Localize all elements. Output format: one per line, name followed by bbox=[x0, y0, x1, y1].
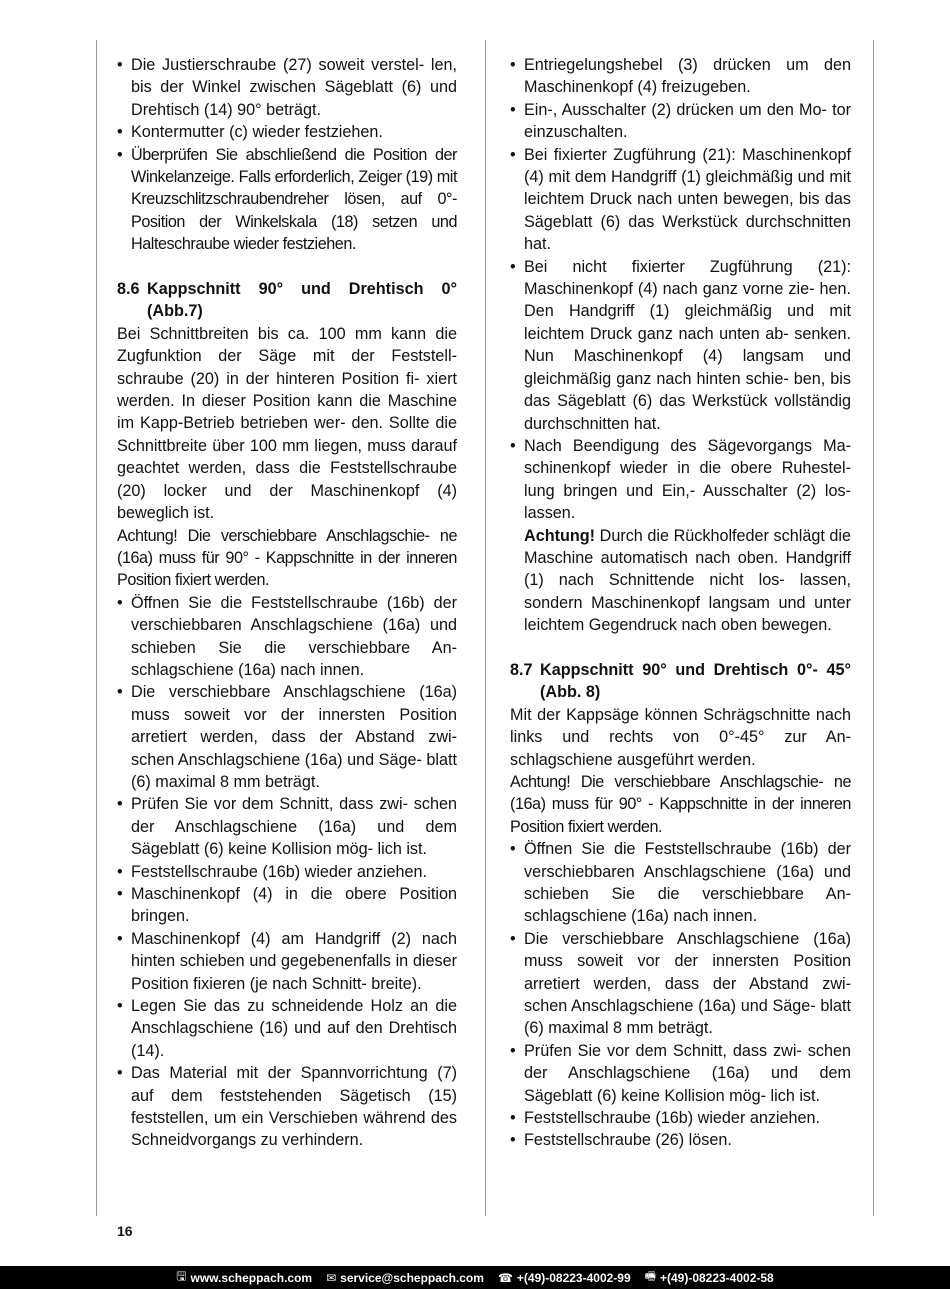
left-column bbox=[117, 54, 457, 1152]
right-column bbox=[510, 54, 851, 1152]
fax-number: +(49)-08223-4002-58 bbox=[659, 1270, 774, 1285]
list-item: • Feststellschraube (16b) wieder anziehen. bbox=[117, 861, 457, 883]
list-item: • Öffnen Sie die Feststellschraube (16b) der verschiebbaren Anschlagschiene (16a) und schieben Sie die verschiebbare An- schlagschiene (16a) nach innen. bbox=[510, 838, 851, 928]
list-item: • Die verschiebbare Anschlagschiene (16a) muss soweit vor der innersten Position arretiert werden, dass der Abstand zwi- schen Anschlagschiene (16a) und Säge- blatt (6) maximal 8 mm beträgt. bbox=[510, 928, 851, 1040]
website-link[interactable]: www.scheppach.com bbox=[190, 1270, 313, 1285]
list-item: • Maschinenkopf (4) in die obere Position bringen. bbox=[117, 883, 457, 928]
phone-number: +(49)-08223-4002-99 bbox=[516, 1270, 631, 1285]
list-item: • Bei nicht fixierter Zugführung (21): Maschinenkopf (4) nach ganz vorne zie- hen. Den Handgriff (1) gleichmäßig und mit leichtem Druck ganz nach unten ab- senken. Nun Maschinenkopf (4) langsam und gleichmäßig ganz nach hinten schie- ben, bis das Sägeblatt (6) das Werkstück vollständig durchschnitten hat. bbox=[510, 256, 851, 435]
warning-paragraph: Achtung! Die verschiebbare Anschlagschie- ne (16a) muss für 90° - Kappschnitte in der inneren Position fixiert werden. bbox=[117, 526, 457, 590]
list-item: • Entriegelungshebel (3) drücken um den Maschinenkopf (4) freizugeben. bbox=[510, 54, 851, 99]
caution-note bbox=[510, 525, 851, 637]
list-item: • Prüfen Sie vor dem Schnitt, dass zwi- schen der Anschlagschiene (16a) und dem Sägeblatt (6) keine Kollision mög- lich ist. bbox=[117, 793, 457, 860]
body-paragraph: Mit der Kappsäge können Schrägschnitte nach links und rechts von 0°-45° zur An- schlagschiene ausgeführt werden. bbox=[510, 705, 851, 769]
list-item: • Feststellschraube (26) lösen. bbox=[510, 1129, 851, 1151]
steps-list-2 bbox=[510, 838, 851, 1152]
center-divider-rule bbox=[485, 40, 486, 1216]
list-item: • Maschinenkopf (4) am Handgriff (2) nach hinten schieben und gegebenenfalls in dieser Position fixieren (je nach Schnitt- breite). bbox=[117, 928, 457, 995]
list-item: • Kontermutter (c) wieder festziehen. bbox=[117, 121, 457, 143]
steps-list-continued bbox=[510, 54, 851, 525]
list-item: • Nach Beendigung des Sägevorgangs Ma- schinenkopf wieder in die obere Ruhestel- lung bringen und Ein,- Ausschalter (2) los- lassen. bbox=[510, 435, 851, 525]
section-heading-8-7 bbox=[510, 659, 851, 704]
list-item: • Die Justierschraube (27) soweit verstel- len, bis der Winkel zwischen Sägeblatt (6) und Drehtisch (14) 90° beträgt. bbox=[117, 54, 457, 121]
body-paragraph: Bei Schnittbreiten bis ca. 100 mm kann die Zugfunktion der Säge mit der Feststell- schraube (20) in der hinteren Position fi- xiert werden. In dieser Position kann die Maschine im Kapp-Betrieb betrieben wer- den. Sollte die Schnittbreite über 100 mm liegen, muss darauf geachtet werden, dass die Feststellschraube (20) locker und der Maschinenkopf (4) beweglich ist. bbox=[117, 324, 457, 523]
list-item: • Überprüfen Sie abschließend die Position der Winkelanzeige. Falls erforderlich, Zeiger (19) mit Kreuzschlitzschraubendreher lösen, auf 0°-Position der Winkelskala (18) setzen und Halteschraube wieder festziehen. bbox=[117, 144, 457, 256]
section-heading-8-6 bbox=[117, 278, 457, 323]
email-link[interactable]: service@scheppach.com bbox=[340, 1270, 484, 1285]
section-number: 8.6 bbox=[117, 280, 140, 299]
list-item: • Die verschiebbare Anschlagschiene (16a) muss soweit vor der innersten Position arretiert werden, dass der Abstand zwi- schen Anschlagschiene (16a) und Säge- blatt (6) maximal 8 mm beträgt. bbox=[117, 681, 457, 793]
list-item: • Das Material mit der Spannvorrichtung (7) auf dem feststehenden Sägetisch (15) feststellen, um ein Verschieben während des Schneidvorgangs zu verhindern. bbox=[117, 1062, 457, 1152]
footer-email[interactable] bbox=[326, 1271, 484, 1285]
footer-bar bbox=[0, 1266, 950, 1289]
page-number: 16 bbox=[117, 1223, 133, 1239]
caution-label: Achtung! bbox=[524, 526, 596, 545]
list-item: • Feststellschraube (16b) wieder anziehen. bbox=[510, 1107, 851, 1129]
list-item: • Bei fixierter Zugführung (21): Maschinenkopf (4) mit dem Handgriff (1) gleichmäßig und mit leichtem Druck nach unten bewegen, bis das Sägeblatt (6) das Werkstück durchschnitten hat. bbox=[510, 144, 851, 256]
computer-icon: 🖫 bbox=[176, 1269, 187, 1283]
steps-list bbox=[117, 592, 457, 1152]
footer-website[interactable] bbox=[176, 1267, 312, 1288]
section-number: 8.7 bbox=[510, 660, 533, 679]
intro-list bbox=[117, 54, 457, 256]
warning-paragraph: Achtung! Die verschiebbare Anschlagschie- ne (16a) muss für 90° - Kappschnitte in der inneren Position fixiert werden. bbox=[510, 772, 851, 836]
footer-phone bbox=[498, 1271, 631, 1285]
list-item: • Legen Sie das zu schneidende Holz an die Anschlagschiene (16) und auf den Drehtisch (14). bbox=[117, 995, 457, 1062]
caution-text: Durch die Rückholfeder schlägt die Maschine automatisch nach oben. Handgriff (1) nach Schnittende nicht los- lassen, sondern Maschinenkopf langsam und unter leichtem Gegendruck nach oben bewegen. bbox=[524, 526, 852, 635]
envelope-icon: ✉ bbox=[326, 1270, 337, 1285]
list-item: • Öffnen Sie die Feststellschraube (16b) der verschiebbaren Anschlagschiene (16a) und schieben Sie die verschiebbare An- schlagschiene (16a) nach innen. bbox=[117, 592, 457, 682]
fax-icon: 🖷 bbox=[644, 1269, 656, 1283]
section-title: Kappschnitt 90° und Drehtisch 0° (Abb.7) bbox=[147, 280, 457, 321]
list-item: • Prüfen Sie vor dem Schnitt, dass zwi- schen der Anschlagschiene (16a) und dem Sägeblatt (6) keine Kollision mög- lich ist. bbox=[510, 1040, 851, 1107]
right-margin-rule bbox=[873, 40, 874, 1216]
left-margin-rule bbox=[96, 40, 97, 1216]
footer-fax bbox=[645, 1267, 774, 1288]
list-item: • Ein-, Ausschalter (2) drücken um den Mo- tor einzuschalten. bbox=[510, 99, 851, 144]
section-title: Kappschnitt 90° und Drehtisch 0°- 45° (Abb. 8) bbox=[540, 660, 851, 702]
telephone-icon: ☎ bbox=[497, 1270, 513, 1285]
